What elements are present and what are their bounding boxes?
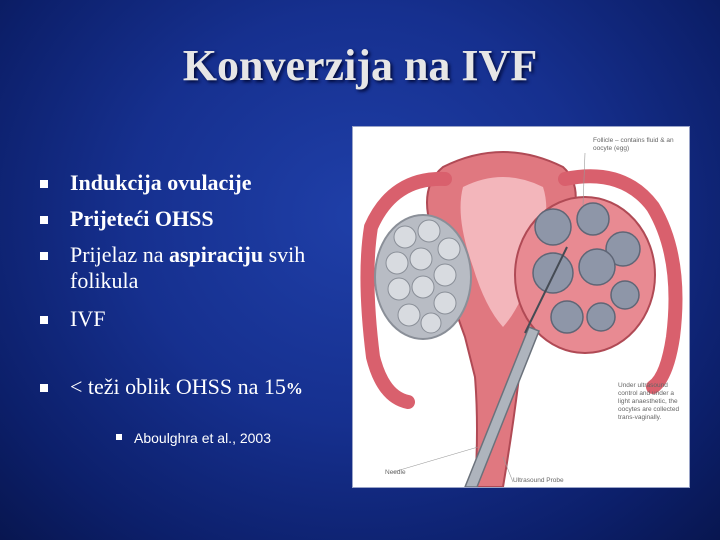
bullet-text	[70, 170, 252, 196]
bullet-text	[70, 306, 105, 332]
bullet-text-part: Prijeteći OHSS	[70, 206, 214, 231]
bullet-marker	[116, 434, 122, 440]
ultrasound-note-label: Under ultrasound control and under a light anaesthetic, the oocytes are collected trans-vaginally.	[618, 382, 680, 421]
ivf-diagram	[353, 127, 689, 487]
needle-label: Needle	[385, 469, 406, 476]
bullet-text-part: %	[285, 379, 303, 398]
ivf-illustration	[352, 126, 690, 488]
citation-text: Aboulghra et al., 2003	[134, 430, 271, 446]
bullet-text	[70, 374, 303, 402]
bullet-marker	[40, 180, 48, 188]
bullet-text-part: < teži oblik OHSS na 15	[70, 374, 286, 399]
bullet-text-part: aspiraciju	[168, 242, 264, 267]
bullet-text-part: Prijelaz na	[70, 242, 169, 267]
bullet-text	[70, 206, 214, 232]
bullet-text	[70, 268, 138, 294]
bullet-text-part: folikula	[70, 268, 139, 293]
bullet-text	[70, 242, 305, 268]
bullet-marker	[40, 316, 48, 324]
bullet-text-part: IVF	[70, 306, 106, 331]
bullet-marker	[40, 252, 48, 260]
slide-title: Konverzija na IVF	[182, 41, 538, 90]
bullet-marker	[40, 216, 48, 224]
bullet-text-part: svih	[263, 242, 306, 267]
follicle-label: Follicle – contains fluid & an oocyte (egg)	[593, 137, 674, 152]
bullet-text-part: Indukcija ovulacije	[70, 170, 252, 195]
bullet-marker	[40, 384, 48, 392]
probe-label: Ultrasound Probe	[513, 477, 564, 484]
